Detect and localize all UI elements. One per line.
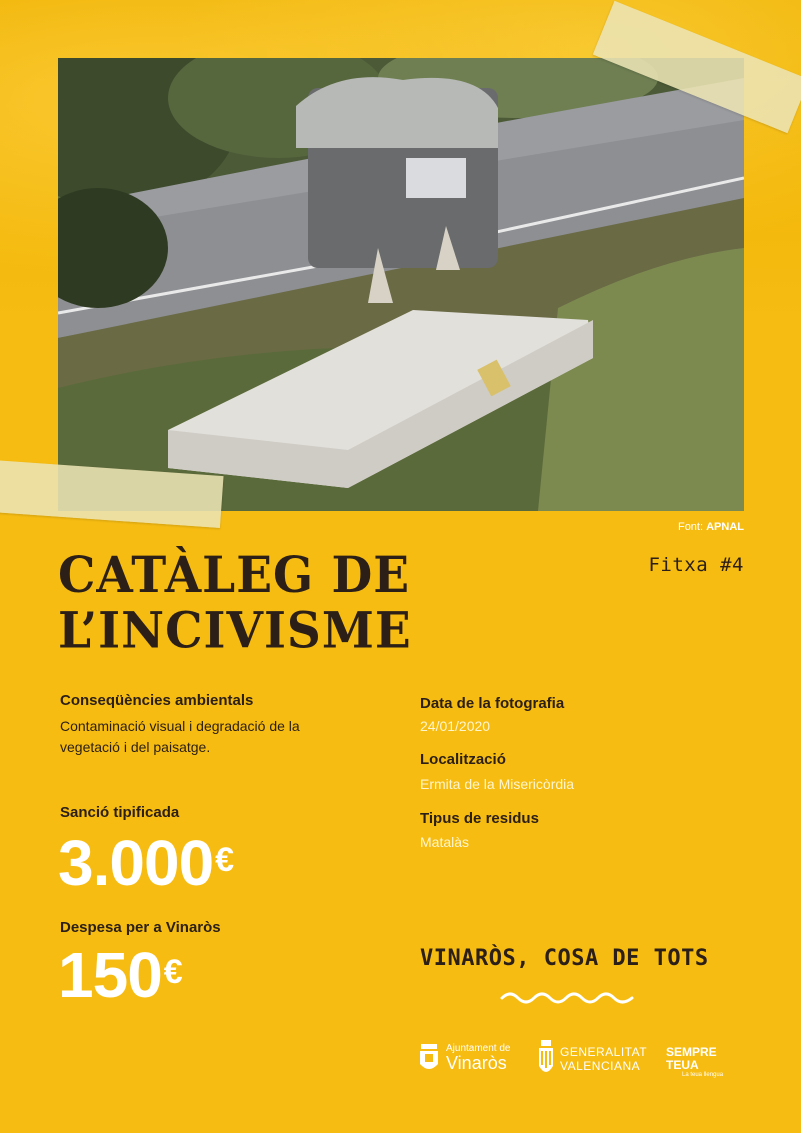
- credit-source: APNAL: [706, 521, 744, 533]
- sempre-teua-logo: [666, 1046, 723, 1078]
- wave-underline: [500, 988, 636, 1008]
- consequences-line-1: Contaminació visual i degradació de la: [60, 718, 300, 734]
- ajuntament-big-text: Vinaròs: [446, 1053, 507, 1073]
- date-value: 24/01/2020: [420, 718, 491, 734]
- cost-value: 150: [58, 939, 162, 1011]
- sanction-label: Sanció tipificada: [60, 804, 180, 821]
- gva-line-2: VALENCIANA: [560, 1059, 641, 1073]
- photo-credit: [678, 521, 744, 533]
- gva-line-1: GENERALITAT: [560, 1045, 648, 1059]
- location-value: Ermita de la Misericòrdia: [420, 776, 575, 792]
- sanction-currency: €: [215, 840, 234, 879]
- mattress-photo: [58, 58, 744, 511]
- sempre-line-1: SEMPRE: [666, 1045, 717, 1059]
- sanction-value: 3.000: [58, 827, 214, 899]
- page-title: [58, 548, 412, 659]
- generalitat-valenciana-logo: [538, 1040, 647, 1078]
- ajuntament-vinaros-logo: [418, 1042, 511, 1074]
- consequences-text: [60, 716, 300, 758]
- vinaros-crest-icon: [418, 1042, 440, 1074]
- card-number: Fitxa #4: [648, 554, 744, 576]
- consequences-label: Conseqüències ambientals: [60, 692, 254, 709]
- cost-currency: €: [163, 952, 182, 991]
- sempre-tagline: La teua llengua: [682, 1072, 724, 1078]
- location-label: Localització: [420, 751, 506, 768]
- credit-prefix: Font:: [677, 521, 704, 533]
- cost-amount: [58, 938, 182, 1012]
- ajuntament-small-text: Ajuntament de: [446, 1043, 511, 1054]
- sempre-line-2: TEUA: [666, 1058, 699, 1072]
- slogan: VINARÒS, COSA DE TOTS: [420, 946, 709, 971]
- generalitat-crest-icon: [538, 1040, 554, 1078]
- waste-type-label: Tipus de residus: [420, 810, 539, 827]
- title-line-1: CATÀLEG DE: [58, 546, 411, 605]
- waste-type-value: Matalàs: [420, 834, 470, 850]
- date-label: Data de la fotografia: [420, 695, 565, 712]
- photo-illustration: [58, 58, 744, 511]
- sanction-amount: [58, 826, 233, 900]
- consequences-line-2: vegetació i del paisatge.: [60, 739, 211, 755]
- cost-label: Despesa per a Vinaròs: [60, 919, 221, 936]
- title-line-2: L’INCIVISME: [58, 602, 412, 661]
